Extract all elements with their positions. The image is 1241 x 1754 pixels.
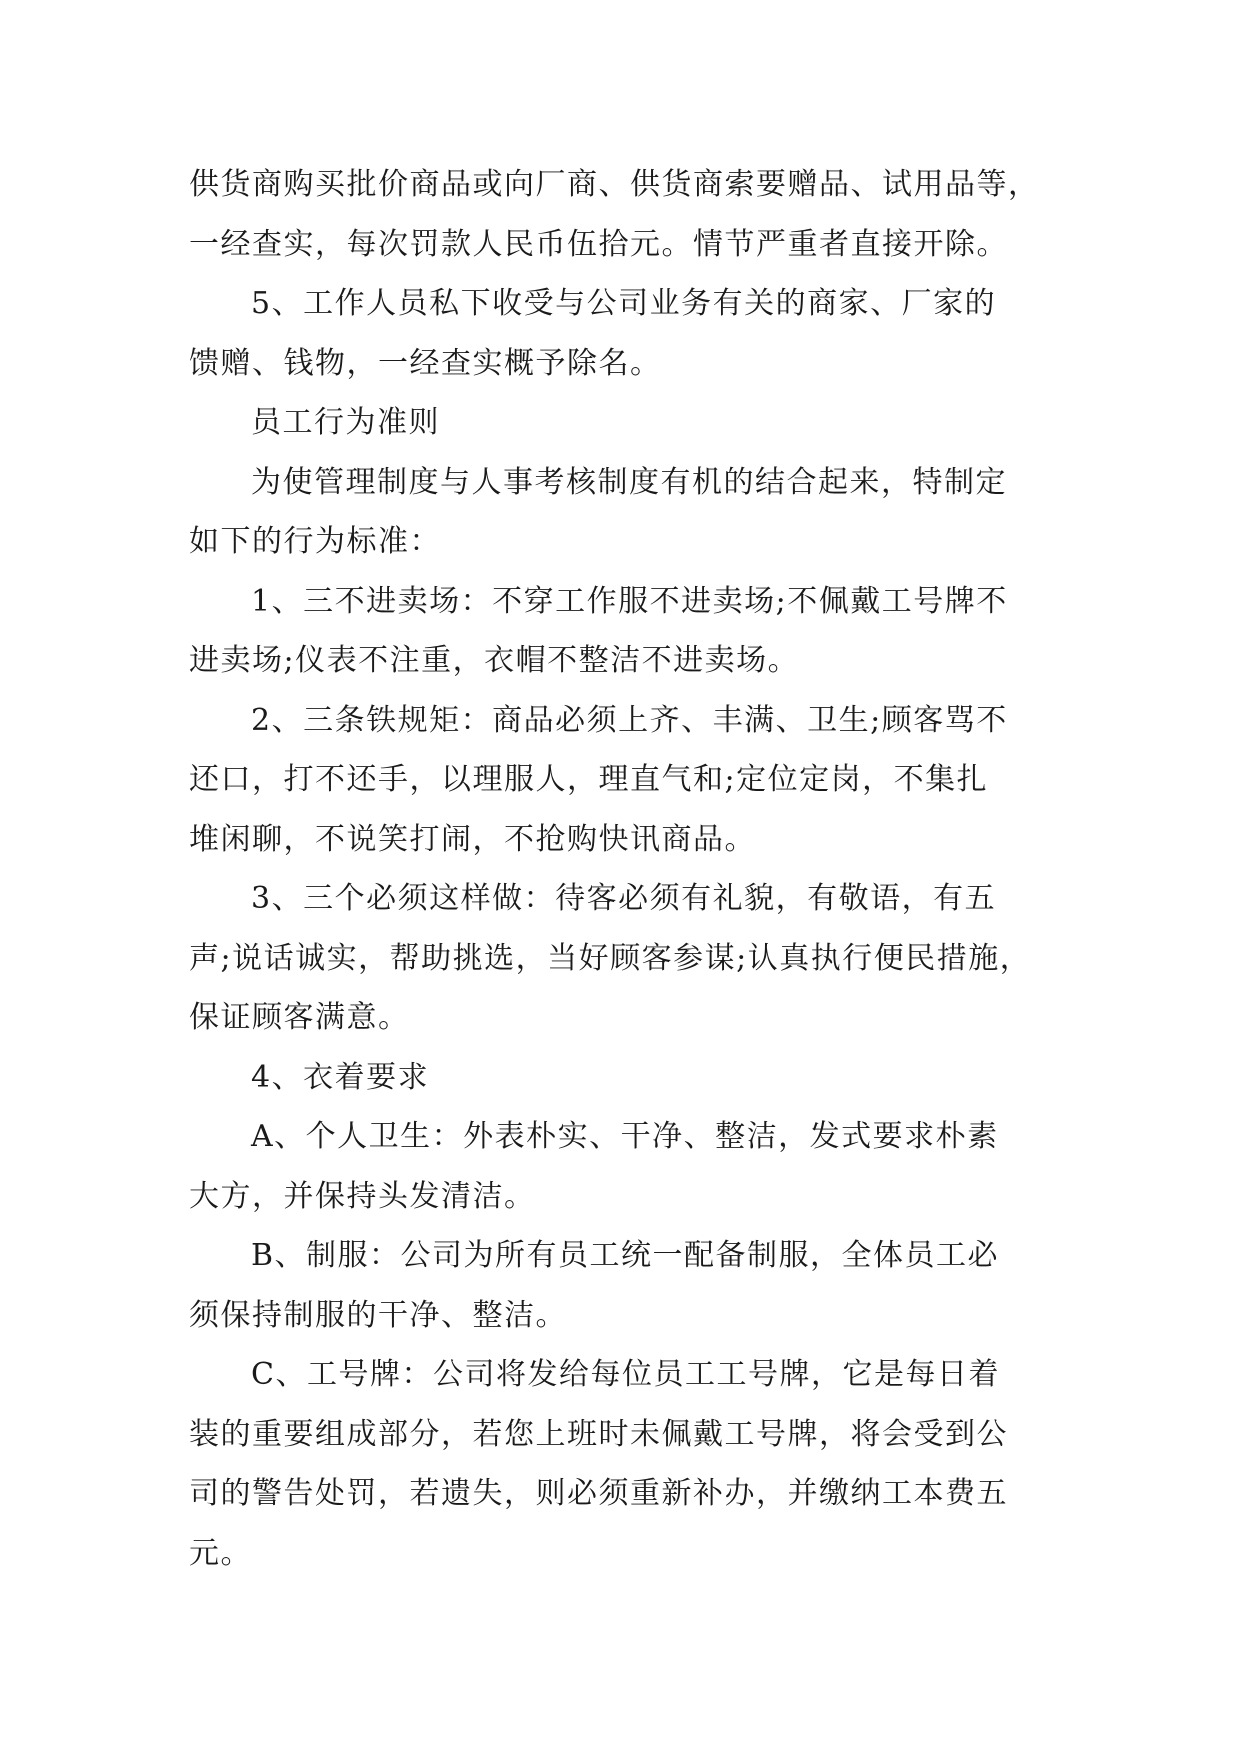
section-heading: 员工行为准则 bbox=[251, 405, 440, 440]
text-line: 4、衣着要求 bbox=[251, 1059, 430, 1095]
text-line: 保证顾客满意。 bbox=[189, 1000, 410, 1035]
text-line: 供货商购买批价商品或向厂商、供货商索要赠品、试用品等， bbox=[189, 167, 1040, 202]
text-line: 元。 bbox=[189, 1535, 252, 1571]
text-line: 装的重要组成部分，若您上班时未佩戴工号牌，将会受到公 bbox=[189, 1416, 1008, 1452]
text-line: 还口，打不还手，以理服人，理直气和;定位定岗，不集扎 bbox=[189, 762, 989, 797]
text-line: 为使管理制度与人事考核制度有机的结合起来，特制定 bbox=[251, 464, 1007, 500]
document-body bbox=[189, 155, 1069, 1583]
text-line: 5、工作人员私下收受与公司业务有关的商家、厂家的 bbox=[251, 286, 997, 321]
text-line: B、制服：公司为所有员工统一配备制服，全体员工必 bbox=[251, 1238, 1000, 1273]
text-line: 大方，并保持头发清洁。 bbox=[189, 1178, 536, 1214]
text-line: 3、三个必须这样做：待客必须有礼貌，有敬语，有五 bbox=[251, 881, 997, 916]
text-line: 声;说话诚实，帮助挑选，当好顾客参谋;认真执行便民措施， bbox=[189, 940, 1032, 976]
text-line: 如下的行为标准： bbox=[189, 524, 441, 559]
text-line: 司的警告处罚，若遗失，则必须重新补办，并缴纳工本费五 bbox=[189, 1476, 1008, 1511]
text-line: 堆闲聊，不说笑打闹，不抢购快讯商品。 bbox=[189, 821, 756, 857]
text-line: 须保持制服的干净、整洁。 bbox=[189, 1297, 567, 1333]
text-line: 进卖场;仪表不注重，衣帽不整洁不进卖场。 bbox=[189, 643, 800, 678]
text-line: 馈赠、钱物，一经查实概予除名。 bbox=[189, 345, 662, 381]
text-line: 2、三条铁规矩：商品必须上齐、丰满、卫生;顾客骂不 bbox=[251, 702, 1008, 738]
text-line: A、个人卫生：外表朴实、干净、整洁，发式要求朴素 bbox=[251, 1119, 999, 1154]
text-line: 1、三不进卖场：不穿工作服不进卖场;不佩戴工号牌不 bbox=[251, 583, 1008, 619]
text-line: 一经查实，每次罚款人民币伍拾元。情节严重者直接开除。 bbox=[189, 226, 1008, 262]
text-line: C、工号牌：公司将发给每位员工工号牌，它是每日着 bbox=[251, 1357, 1000, 1392]
